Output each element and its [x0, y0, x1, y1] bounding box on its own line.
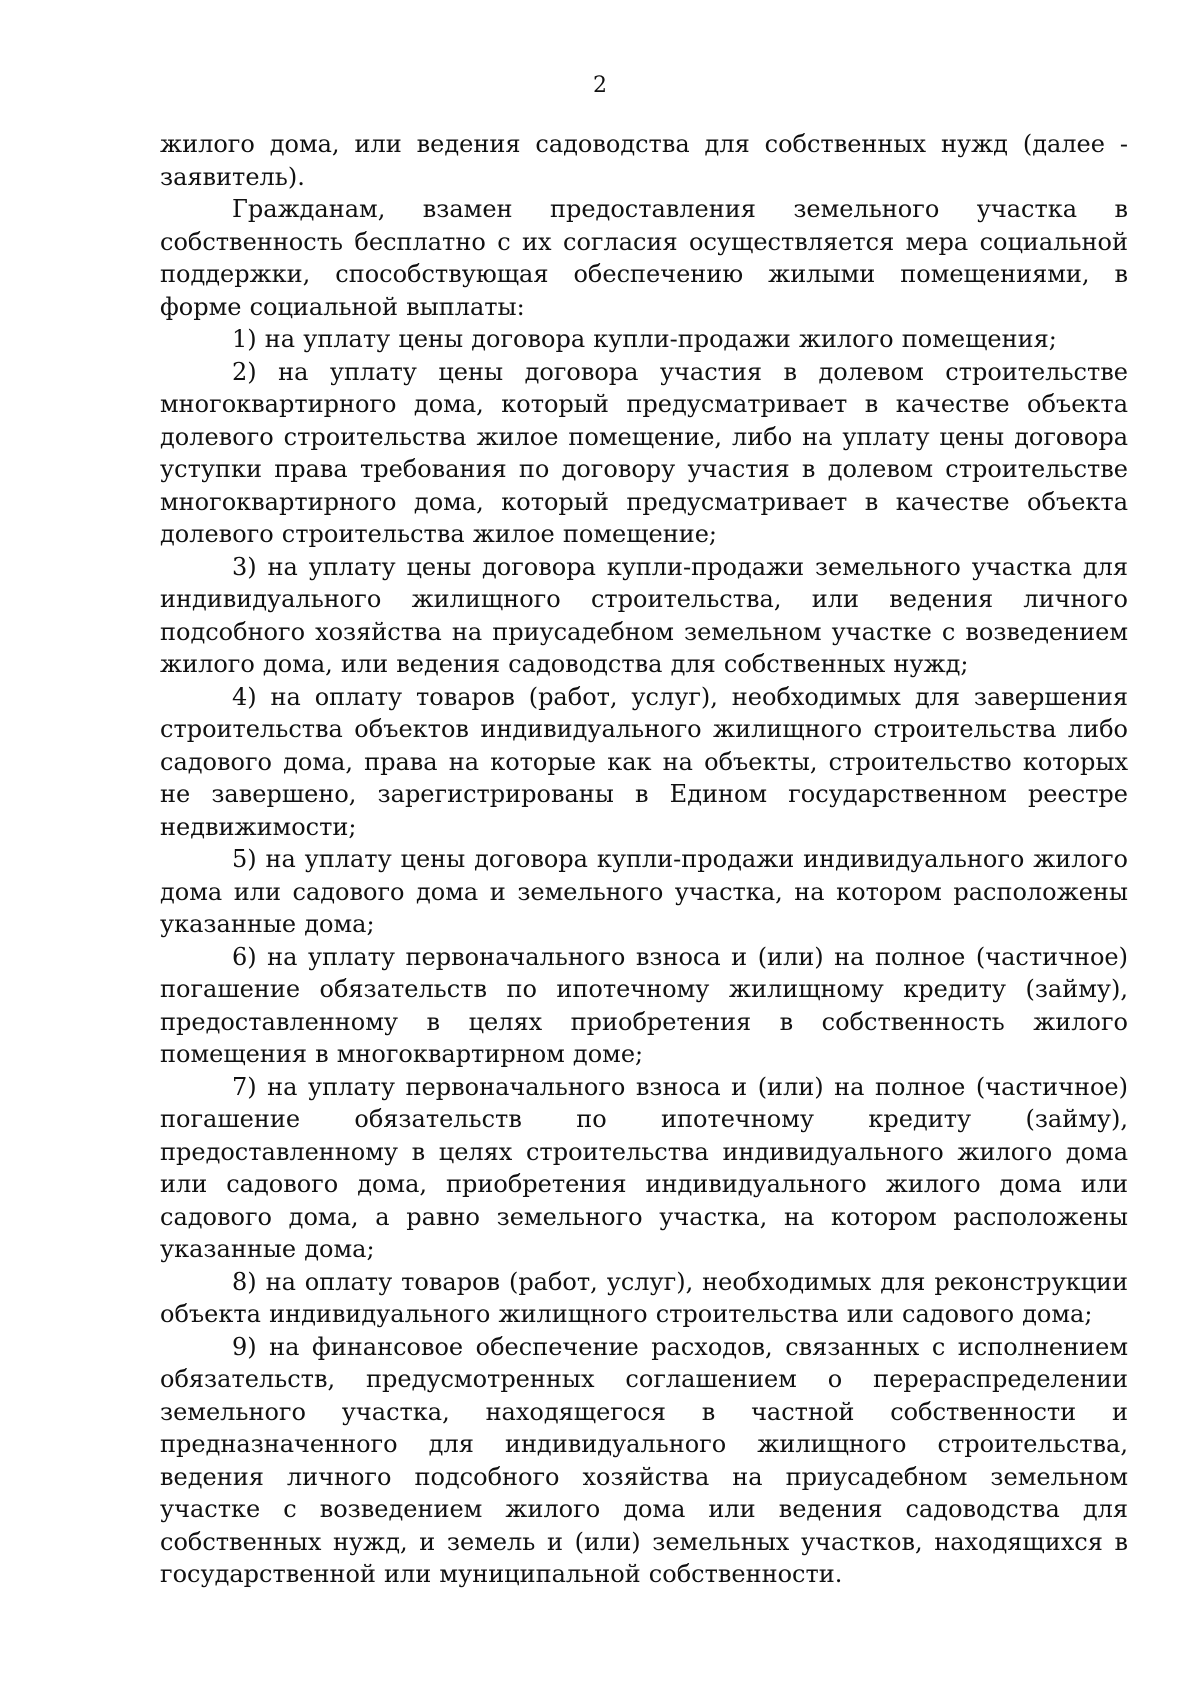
list-item-8: 8) на оплату товаров (работ, услуг), необходимых для реконструкции объекта индивидуального жилищного строительства или садового дома; — [160, 1267, 1128, 1328]
list-item-4: 4) на оплату товаров (работ, услуг), необходимых для завершения строительства объектов индивидуального жилищного строительства либо садового дома, права на которые как на объекты, строительство которых не завершено, зарегистрированы в Едином государственном реестре недвижимости; — [160, 682, 1128, 841]
list-item-9: 9) на финансовое обеспечение расходов, связанных с исполнением обязательств, предусмотренных соглашением о перераспределении земельного участка, находящегося в частной собственности и предназначенного для индивидуального жилищного строительства, ведения личного подсобного хозяйства на приусадебном земельном участке с возведением жилого дома или ведения садоводства для собственных нужд, и земель и (или) земельных участков, находящихся в государственной или муниципальной собственности. — [160, 1332, 1128, 1588]
list-item-3: 3) на уплату цены договора купли-продажи земельного участка для индивидуального жилищного строительства, или ведения личного подсобного хозяйства на приусадебном земельном участке с возведением жилого дома, или ведения садоводства для собственных нужд; — [160, 552, 1128, 678]
list-item-6: 6) на уплату первоначального взноса и (или) на полное (частичное) погашение обязательств по ипотечному жилищному кредиту (займу), предоставленному в целях приобретения в собственность жилого помещения в многоквартирном доме; — [160, 942, 1128, 1068]
paragraph-intro: Гражданам, взамен предоставления земельного участка в собственность бесплатно с их согласия осуществляется мера социальной поддержки, способствующая обеспечению жилыми помещениями, в форме социальной выплаты: — [160, 195, 1128, 321]
list-item-5: 5) на уплату цены договора купли-продажи индивидуального жилого дома или садового дома и земельного участка, на котором расположены указанные дома; — [160, 845, 1128, 938]
page-number: 2 — [593, 73, 607, 98]
paragraph-continuation: жилого дома, или ведения садоводства для собственных нужд (далее - заявитель). — [160, 130, 1128, 191]
list-item-1: 1) на уплату цены договора купли-продажи жилого помещения; — [232, 325, 1057, 353]
document-body — [160, 128, 1128, 1591]
list-item-7: 7) на уплату первоначального взноса и (или) на полное (частичное) погашение обязательств по ипотечному кредиту (займу), предоставленному в целях строительства индивидуального жилого дома или садового дома, приобретения индивидуального жилого дома или садового дома, а равно земельного участка, на котором расположены указанные дома; — [160, 1072, 1128, 1263]
list-item-2: 2) на уплату цены договора участия в долевом строительстве многоквартирного дома, который предусматривает в качестве объекта долевого строительства жилое помещение, либо на уплату цены договора уступки права требования по договору участия в долевом строительстве многоквартирного дома, который предусматривает в качестве объекта долевого строительства жилое помещение; — [160, 357, 1128, 548]
